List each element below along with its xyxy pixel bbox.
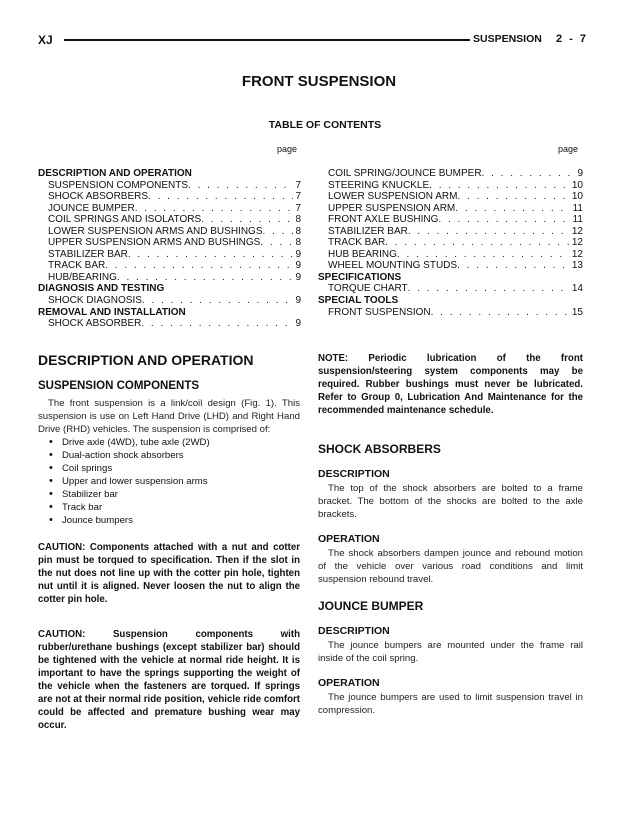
- toc-heading: TABLE OF CONTENTS: [268, 119, 382, 131]
- toc-leader-dots: [397, 249, 570, 261]
- toc-entry: [318, 191, 583, 203]
- toc-entry-title: SHOCK ABSORBER: [48, 318, 142, 330]
- toc-leader-dots: [457, 260, 570, 272]
- toc-entry: [318, 180, 583, 192]
- toc-leader-dots: [148, 191, 293, 203]
- suspension-components-text: The front suspension is a link/coil design (Fig. 1). This suspension is use on Left Hand Drive (LHD) and Right Hand Drive (RHD) vehicles. The suspension is comprised of:: [38, 398, 300, 435]
- toc-entry: [38, 272, 301, 284]
- list-item: • Coil springs: [62, 462, 300, 475]
- heading-jounce-operation: OPERATION: [318, 677, 380, 689]
- toc-entry-page: 9: [295, 260, 301, 272]
- header-rule: [64, 39, 470, 41]
- toc-entry-title: COIL SPRING/JOUNCE BUMPER: [328, 168, 482, 179]
- toc-entry-page: 8: [295, 225, 301, 237]
- toc-entry-title: HUB/BEARING: [48, 271, 117, 283]
- toc-entry-title: TRACK BAR: [328, 237, 386, 249]
- suspension-components-list: [38, 436, 300, 527]
- toc-entry: [318, 226, 583, 238]
- toc-leader-dots: [263, 226, 294, 238]
- toc-entry-title: HUB BEARING: [328, 248, 397, 260]
- toc-group-heading: SPECIFICATIONS: [318, 271, 402, 283]
- list-item: • Jounce bumpers: [62, 514, 300, 527]
- toc-entry: [318, 237, 583, 249]
- toc-entry-page: 12: [571, 248, 583, 260]
- toc-entry: [38, 203, 301, 215]
- toc-entry-page: 14: [571, 283, 583, 295]
- toc-entry: [38, 318, 301, 330]
- toc-leader-dots: [482, 168, 576, 180]
- header-section-name: SUSPENSION: [473, 33, 542, 45]
- shock-description-text: The top of the shock absorbers are bolted to a frame bracket. The bottom of the shocks are bolted to the axle brackets.: [318, 483, 583, 520]
- toc-entry-title: UPPER SUSPENSION ARMS AND BUSHINGS: [48, 237, 261, 249]
- jounce-description-text: The jounce bumpers are mounted under the frame rail inside of the coil spring.: [318, 640, 583, 664]
- toc-leader-dots: [457, 191, 569, 203]
- toc-right-column: [318, 168, 583, 318]
- toc-entry: [318, 203, 583, 215]
- toc-group-heading: DIAGNOSIS AND TESTING: [38, 283, 165, 295]
- toc-leader-dots: [117, 272, 294, 284]
- toc-entry-title: UPPER SUSPENSION ARM: [328, 202, 456, 214]
- toc-entry-title: STEERING KNUCKLE: [328, 179, 430, 191]
- left-body-column: [38, 352, 300, 732]
- toc-leader-dots: [141, 318, 293, 330]
- toc-entry: [318, 260, 583, 272]
- toc-entry-page: 15: [571, 306, 583, 318]
- toc-leader-dots: [142, 295, 294, 307]
- toc-leader-dots: [408, 226, 570, 238]
- heading-suspension-components: SUSPENSION COMPONENTS: [38, 380, 200, 392]
- list-item: • Stabilizer bar: [62, 488, 300, 501]
- toc-entry: [38, 249, 301, 261]
- toc-entry-page: 10: [571, 179, 583, 191]
- page-title: FRONT SUSPENSION: [241, 73, 397, 90]
- toc-entry-page: 9: [295, 295, 301, 307]
- toc-entry: [318, 307, 583, 319]
- toc-entry: [38, 260, 301, 272]
- toc-leader-dots: [431, 307, 570, 319]
- list-item: • Track bar: [62, 501, 300, 514]
- toc-entry-title: SUSPENSION COMPONENTS: [48, 179, 189, 191]
- toc-entry-page: 8: [295, 214, 301, 226]
- toc-entry-title: WHEEL MOUNTING STUDS: [328, 260, 458, 272]
- toc-entry-title: JOUNCE BUMPER: [48, 202, 135, 214]
- section-heading-description-operation: DESCRIPTION AND OPERATION: [38, 352, 254, 368]
- toc-group-heading: REMOVAL AND INSTALLATION: [38, 306, 186, 318]
- heading-shock-absorbers: SHOCK ABSORBERS: [318, 442, 441, 456]
- toc-entry-title: LOWER SUSPENSION ARM: [328, 191, 458, 203]
- toc-page-label-left: page: [277, 144, 298, 154]
- toc-leader-dots: [408, 283, 570, 295]
- toc-leader-dots: [438, 214, 570, 226]
- right-body-column: [318, 352, 583, 717]
- toc-entry: [318, 214, 583, 226]
- toc-leader-dots: [201, 214, 293, 226]
- toc-entry: [38, 226, 301, 238]
- shock-operation-text: The shock absorbers dampen jounce and rebound motion of the vehicle over various road conditions and limit suspension rebound travel.: [318, 548, 583, 585]
- toc-entry-page: 12: [571, 225, 583, 237]
- toc-entry-title: FRONT SUSPENSION: [328, 306, 431, 318]
- toc-entry: [38, 191, 301, 203]
- note-lubrication: NOTE: Periodic lubrication of the front suspension/steering system components may be required. Rubber bushings must never be lubricated. Refer to Group 0, Lubrication And Maintenance for the recommended maintenance schedule.: [318, 353, 583, 416]
- toc-entry-title: TRACK BAR: [48, 260, 106, 272]
- toc-group-heading: SPECIAL TOOLS: [318, 295, 399, 307]
- toc-entry-title: FRONT AXLE BUSHING: [328, 214, 439, 226]
- toc-entry-page: 12: [571, 237, 583, 249]
- toc-group-heading: DESCRIPTION AND OPERATION: [38, 168, 192, 179]
- toc-entry-page: 7: [295, 179, 301, 191]
- toc-leader-dots: [128, 249, 294, 261]
- list-item: • Upper and lower suspension arms: [62, 475, 300, 488]
- toc-leader-dots: [135, 203, 294, 215]
- list-item: • Dual-action shock absorbers: [62, 449, 300, 462]
- toc-entry-page: 9: [295, 318, 301, 330]
- toc-left-column: [38, 168, 301, 330]
- toc-entry-title: SHOCK ABSORBERS: [48, 191, 149, 203]
- toc-entry-title: COIL SPRINGS AND ISOLATORS: [48, 214, 202, 226]
- toc-leader-dots: [385, 237, 570, 249]
- list-item: • Drive axle (4WD), tube axle (2WD): [62, 436, 300, 449]
- toc-entry-page: 7: [295, 202, 301, 214]
- toc-entry: [318, 283, 583, 295]
- heading-jounce-description: DESCRIPTION: [318, 625, 390, 637]
- toc-entry: [38, 180, 301, 192]
- toc-entry-title: LOWER SUSPENSION ARMS AND BUSHINGS: [48, 225, 263, 237]
- toc-entry-page: 9: [295, 271, 301, 283]
- toc-leader-dots: [105, 260, 293, 272]
- toc-entry-page: 11: [572, 202, 583, 214]
- jounce-operation-text: The jounce bumpers are used to limit suspension travel in compression.: [318, 692, 583, 716]
- caution-bushings: CAUTION: Suspension components with rubber/urethane bushings (except stabilizer bar) should be tightened with the vehicle at normal ride height. It is important to have the springs supporting the weight of the vehicle when the fasteners are torqued. If springs are not at their normal ride position, vehicle ride comfort could be affected and premature bushing wear may occur.: [38, 629, 300, 731]
- toc-leader-dots: [455, 203, 570, 215]
- toc-entry: [318, 168, 583, 180]
- heading-shock-operation: OPERATION: [318, 533, 380, 545]
- toc-entry-title: STABILIZER BAR: [328, 225, 408, 237]
- toc-page-label-right: page: [558, 144, 579, 154]
- toc-entry-page: 13: [571, 260, 583, 272]
- toc-leader-dots: [429, 180, 570, 192]
- toc-entry: [318, 249, 583, 261]
- header-vehicle-code: XJ: [38, 33, 53, 47]
- toc-entry-page: 10: [571, 191, 583, 203]
- heading-jounce-bumper: JOUNCE BUMPER: [318, 599, 424, 613]
- toc-entry-title: STABILIZER BAR: [48, 248, 128, 260]
- toc-entry-page: 7: [295, 191, 301, 203]
- toc-leader-dots: [188, 180, 293, 192]
- toc-entry: [38, 214, 301, 226]
- toc-entry: [38, 237, 301, 249]
- heading-shock-description: DESCRIPTION: [318, 468, 390, 480]
- toc-entry-page: 9: [295, 248, 301, 260]
- toc-entry-page: 11: [572, 214, 583, 226]
- toc-entry-title: TORQUE CHART: [328, 283, 408, 295]
- toc-entry-page: 8: [295, 237, 301, 249]
- toc-entry-title: SHOCK DIAGNOSIS: [48, 295, 142, 307]
- toc-leader-dots: [260, 237, 293, 249]
- header-page-number: 2 - 7: [556, 33, 589, 45]
- toc-entry-page: 9: [577, 168, 583, 179]
- toc-entry: [38, 295, 301, 307]
- caution-cotter-pin: CAUTION: Components attached with a nut and cotter pin must be torqued to specification. Then if the slot in the nut does not line up with the cotter pin hole, tighten nut until it is aligned. Never loosen the nut to align the cotter pin hole.: [38, 542, 300, 605]
